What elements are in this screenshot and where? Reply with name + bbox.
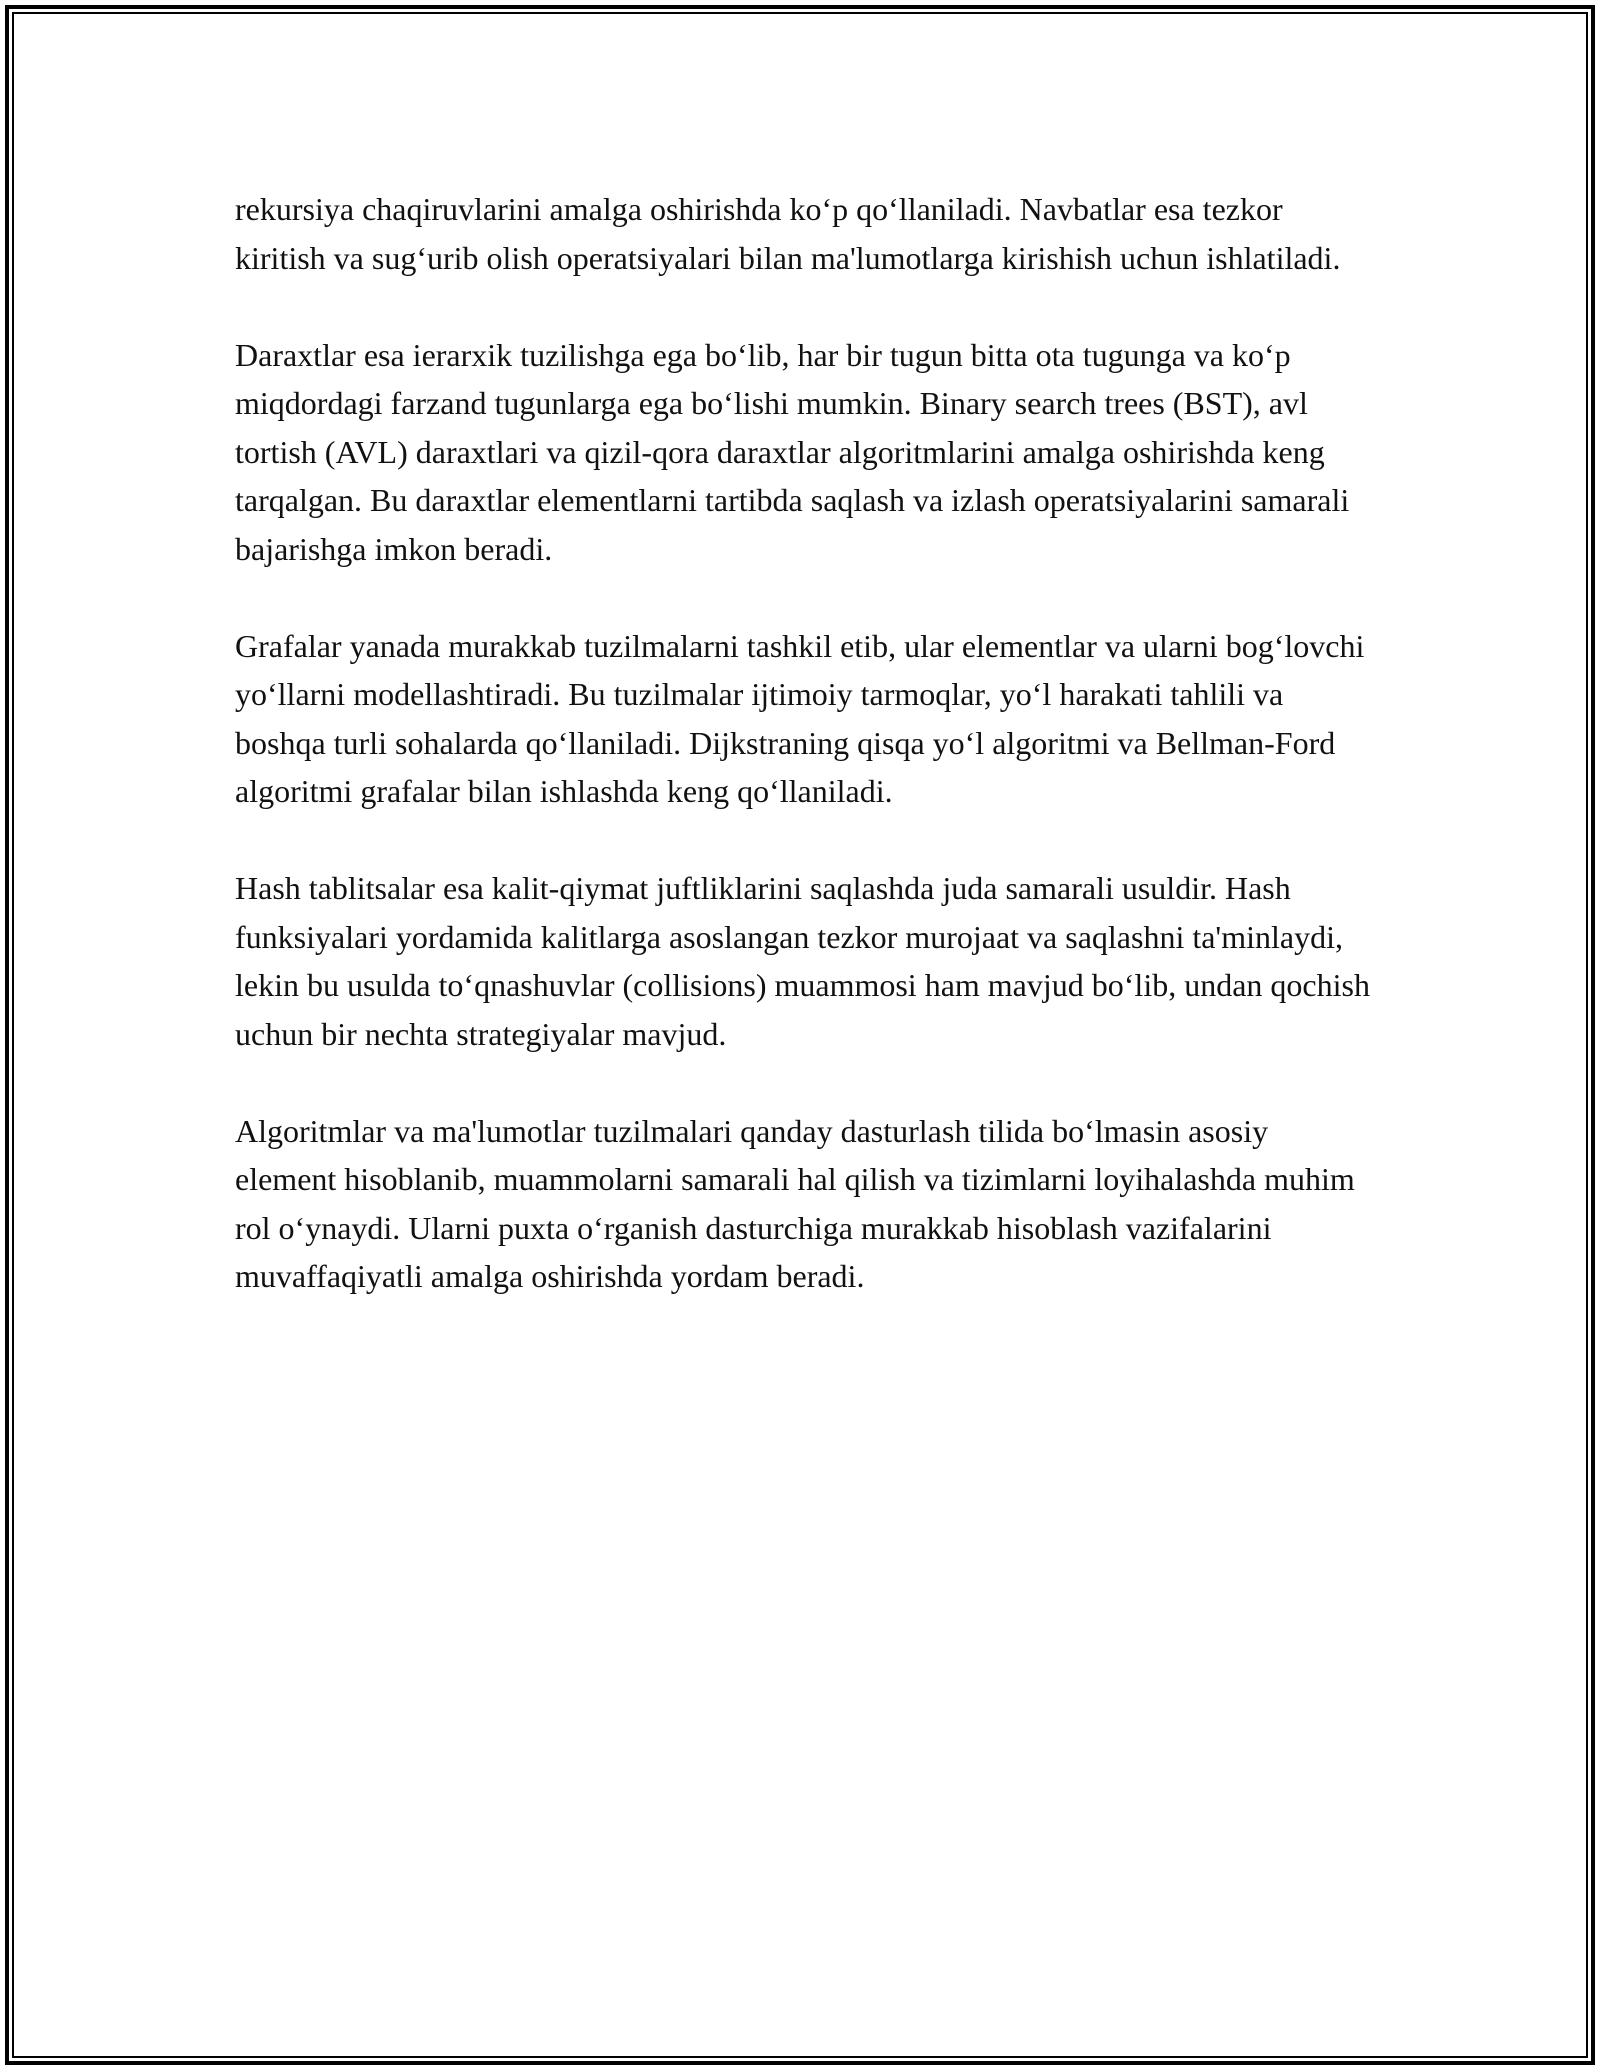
paragraph-stacks-queues: rekursiya chaqiruvlarini amalga oshirishda ko‘p qo‘llaniladi. Navbatlar esa tezkor kiritish va sug‘urib olish operatsiyalari bilan ma'lumotlarga kirishish uchun ishlatiladi.: [235, 191, 1341, 276]
document-body: [235, 185, 1375, 1349]
paragraph-trees: Daraxtlar esa ierarxik tuzilishga ega bo‘lib, har bir tugun bitta ota tugunga va ko‘p miqdordagi farzand tugunlarga ega bo‘lishi mumkin. Binary search trees (BST), avl tortish (AVL) daraxtlari va qizil-qora daraxtlar algoritmlarini amalga oshirishda keng tarqalgan. Bu daraxtlar elementlarni tartibda saqlash va izlash operatsiyalarini samarali bajarishga imkon beradi.: [235, 336, 1350, 567]
paragraph-hash-tables: Hash tablitsalar esa kalit-qiymat juftliklarini saqlashda juda samarali usuldir. Hash funksiyalari yordamida kalitlarga asoslangan tezkor murojaat va saqlashni ta'minlaydi, lekin bu usulda to‘qnashuvlar (collisions) muammosi ham mavjud bo‘lib, undan qochish uchun bir nechta strategiyalar mavjud.: [235, 870, 1370, 1052]
paragraph-conclusion: Algoritmlar va ma'lumotlar tuzilmalari qanday dasturlash tilida bo‘lmasin asosiy element hisoblanib, muammolarni samarali hal qilish va tizimlarni loyihalashda muhim rol o‘ynaydi. Ularni puxta o‘rganish dasturchiga murakkab hisoblash vazifalarini muvaffaqiyatli amalga oshirishda yordam beradi.: [235, 1112, 1355, 1294]
paragraph-graphs: Grafalar yanada murakkab tuzilmalarni tashkil etib, ular elementlar va ularni bog‘lovchi yo‘llarni modellashtiradi. Bu tuzilmalar ijtimoiy tarmoqlar, yo‘l harakati tahlili va boshqa turli sohalarda qo‘llaniladi. Dijkstraning qisqa yo‘l algoritmi va Bellman-Ford algoritmi grafalar bilan ishlashda keng qo‘llaniladi.: [235, 627, 1365, 809]
